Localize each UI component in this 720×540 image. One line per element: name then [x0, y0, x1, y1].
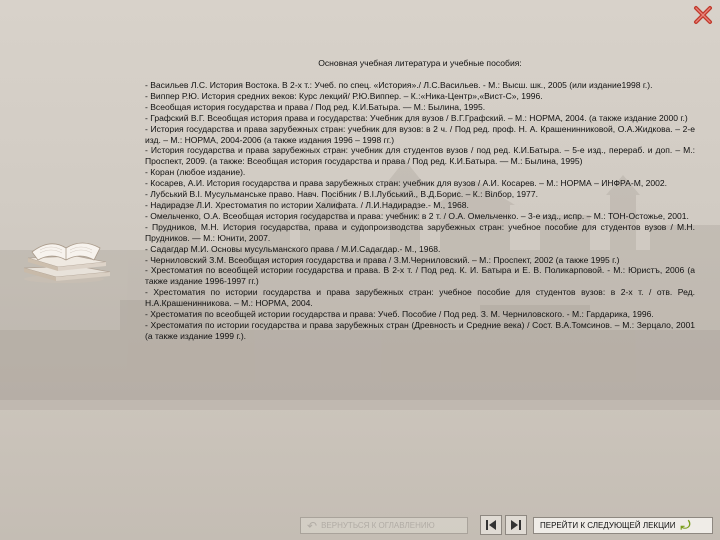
- last-page-button[interactable]: [505, 515, 527, 535]
- list-item: - Графский В.Г. Всеобщая история права и государства: Учебник для вузов / В.Г.Графский. – М.: НОРМА, 2004. (а также издание 2000 г.): [145, 112, 688, 123]
- back-to-contents-label: ВЕРНУТЬСЯ К ОГЛАВЛЕНИЮ: [321, 521, 435, 530]
- list-item: - Виппер Р.Ю. История средних веков: Курс лекций/ Р.Ю.Виппер. – К.:«Ника-Центр»,«Вист-С», 1996.: [145, 90, 543, 101]
- list-item: - Хрестоматия по истории государства и права зарубежных стран: учебное пособие для студентов вузов: в 2-х т. / отв. Ред. Н.А.Крашенинникова. – М.: НОРМА, 2004.: [145, 287, 695, 309]
- page-title: Основная учебная литература и учебные пособия:: [318, 58, 522, 68]
- next-arrow-icon: ⤾: [680, 518, 691, 532]
- list-item: - Омельченко, О.А. Всеобщая история государства и права: учебник: в 2 т. / О.А. Омельченко. – 3-е изд., испр. – М.: ТОН-Остожье, 2001.: [145, 210, 689, 221]
- list-item: - Хрестоматия по всеобщей истории государства и права. В 2-х т. / Под ред. К. И. Батыра и Е. В. Поликарповой. - М.: Юристъ, 2006 (а также издание 1996-1997 гг.): [145, 265, 695, 287]
- list-item: - Хрестоматия по всеобщей истории государства и права: Учеб. Пособие / Под ред. З. М. Черниловского. - М.: Гардарика, 1996.: [145, 309, 654, 320]
- list-item: - Лубський В.І. Мусульманське право. Навч. Посібник / В.І.Лубський., В.Д.Борис. – К.: Вілбор, 1977.: [145, 189, 538, 200]
- list-item: - Всеобщая история государства и права / Под ред. К.И.Батыра. — М.: Былина, 1995.: [145, 101, 486, 112]
- list-item: - Садагдар М.И. Основы мусульманского права / М.И.Садагдар.- М., 1968.: [145, 243, 441, 254]
- list-item: - История государства и права зарубежных стран: учебник для студентов вузов / под ред. К.И.Батыра. – 5-е изд., перераб. и доп. – М.: Проспект, 2009. (а также: Всеобщая история государства и права / Под ред. К.И.Батыра. — М.: Былина, 1995): [145, 145, 695, 167]
- list-item: - Косарев, А.И. История государства и права зарубежных стран: учебник для вузов / А.И. Косарев. – М.: НОРМА – ИНФРА-М, 2002.: [145, 178, 667, 189]
- list-item: - Черниловский З.М. Всеобщая история государства и права / З.М.Черниловский. – М.: Проспект, 2002 (а также 1995 г.): [145, 254, 620, 265]
- list-item: - Васильев Л.С. История Востока. В 2-х т.: Учеб. по спец. «История»./ Л.С.Васильев. - М.: Высш. шк., 2005 (или издание1998 г.).: [145, 80, 653, 90]
- list-item: - Надирадзе Л.И. Хрестоматия по истории Халифата. / Л.И.Надирадзе.- М., 1968.: [145, 199, 469, 210]
- content-panel: [145, 30, 695, 505]
- close-button[interactable]: [692, 4, 714, 26]
- back-to-contents-button[interactable]: [300, 517, 468, 534]
- next-lecture-label: ПЕРЕЙТИ К СЛЕДУЮЩЕЙ ЛЕКЦИИ: [540, 521, 676, 530]
- close-icon: [692, 4, 714, 26]
- first-page-button[interactable]: [480, 515, 502, 535]
- last-page-icon: [506, 516, 526, 534]
- list-item: - Прудников, М.Н. История государства, права и судопроизводства зарубежных стран: учебное пособие для студентов вузов / М.Н. Прудников. — М.: Юнити, 2007.: [145, 221, 695, 243]
- next-lecture-button[interactable]: [533, 517, 713, 534]
- list-item: - История государства и права зарубежных стран: учебник для вузов: в 2 ч. / Под ред. проф. Н. А. Крашенинниковой, О.А.Жидкова. – 2-е изд. – М.: НОРМА, 2004-2006 (а также издания 1996 – 1998 гг.): [145, 123, 695, 145]
- literature-list: [145, 80, 695, 342]
- first-page-icon: [481, 516, 501, 534]
- list-item: - Коран (любое издание).: [145, 167, 246, 178]
- back-arrow-icon: ↶: [307, 518, 318, 533]
- list-item: - Хрестоматия по истории государства и права зарубежных стран (Древность и Средние века) / Сост. В.А.Томсинов. – М.: Зерцало, 2001 (а также издание 1999 г.).: [145, 319, 695, 341]
- books-icon: [18, 232, 116, 284]
